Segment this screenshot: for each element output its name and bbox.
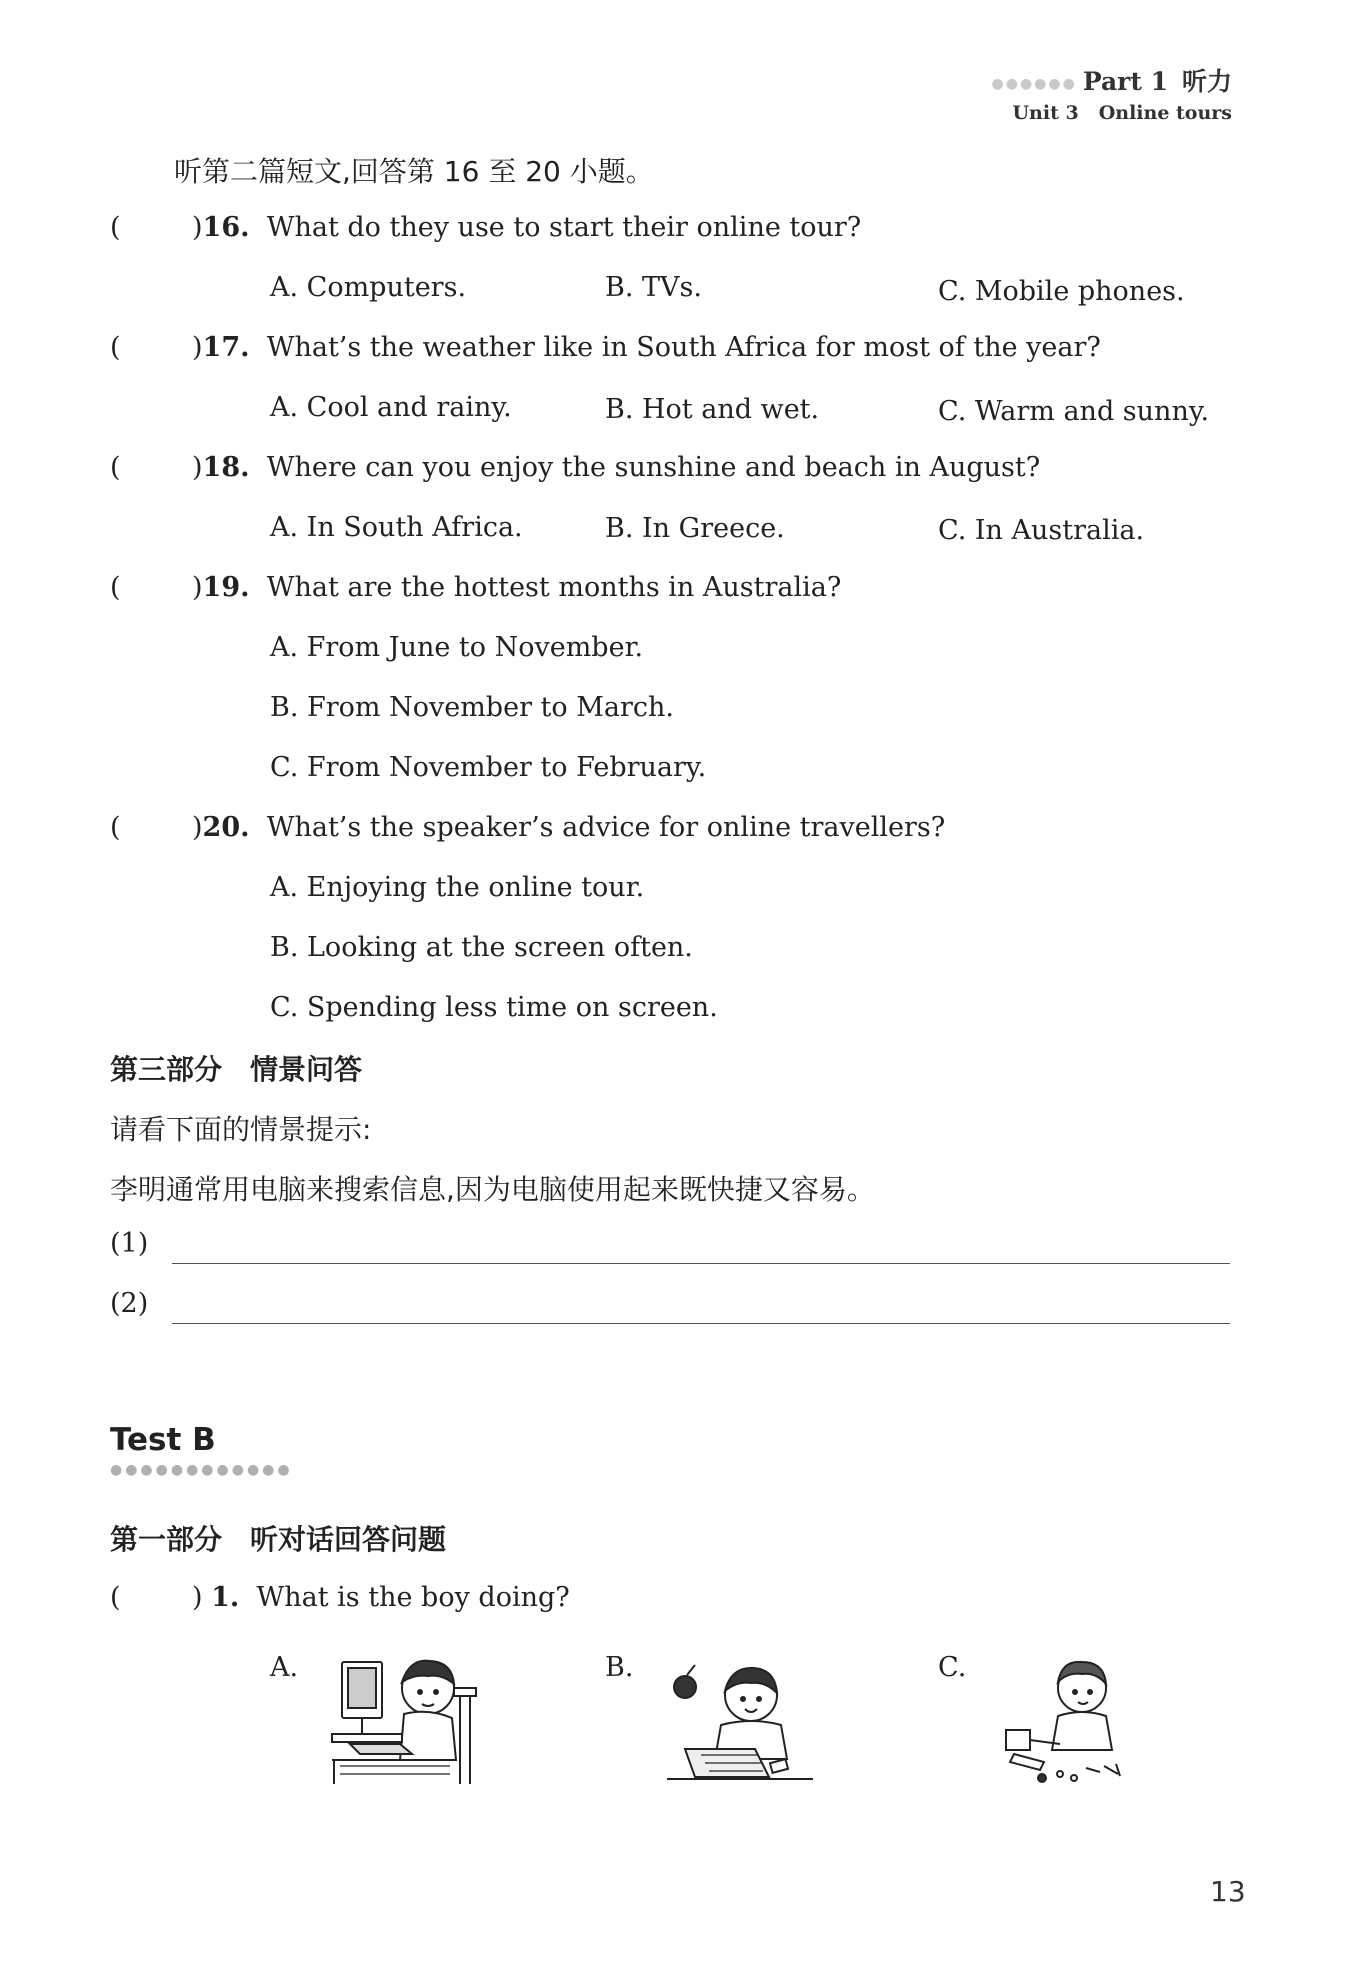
tb-q1-paren-left: ( (110, 1582, 121, 1613)
tb-q1-paren-right: ) (192, 1582, 203, 1613)
tb-q1-option-c-label[interactable]: C. (938, 1652, 967, 1683)
test-b-part1-num: 第一部分 (110, 1523, 223, 1556)
tb-q1-line (192, 1582, 570, 1613)
tb-q1-number: 1. (211, 1582, 240, 1613)
q19-line (192, 572, 841, 603)
test-b-part1-heading (110, 1518, 446, 1558)
q20-paren-left: ( (110, 812, 121, 843)
header-unit-label: Unit 3 (1012, 102, 1079, 124)
passage2-instruction: 听第二篇短文,回答第 16 至 20 小题。 (174, 155, 654, 188)
q18-text: Where can you enjoy the sunshine and beach in August? (266, 452, 1041, 483)
header-part-label: Part 1 (1082, 67, 1168, 96)
q20-option-a[interactable]: A. Enjoying the online tour. (270, 872, 645, 903)
part3-heading-title: 情景问答 (250, 1053, 363, 1086)
part3-blank-label-2: (2) (110, 1288, 149, 1319)
q16-option-c[interactable]: C. Mobile phones. (938, 276, 1185, 307)
page-number: 13 (1210, 1875, 1246, 1908)
part3-prompt-label: 请看下面的情景提示: (110, 1113, 372, 1146)
q19-option-c[interactable]: C. From November to February. (270, 752, 707, 783)
q17-paren-left: ( (110, 332, 121, 363)
q19-paren-left: ( (110, 572, 121, 603)
q17-option-a[interactable]: A. Cool and rainy. (270, 392, 512, 423)
q18-option-b[interactable]: B. In Greece. (605, 513, 785, 544)
q16-paren-left: ( (110, 212, 121, 243)
q18-line (192, 452, 1040, 483)
q18-option-c[interactable]: C. In Australia. (938, 515, 1145, 546)
q18-paren-right: ) (192, 452, 203, 483)
q16-paren-right: ) (192, 212, 203, 243)
tb-q1-option-b-label[interactable]: B. (605, 1652, 634, 1683)
q16-number: 16. (202, 212, 250, 243)
q17-paren-right: ) (192, 332, 203, 363)
q16-option-b[interactable]: B. TVs. (605, 272, 702, 303)
q17-option-b[interactable]: B. Hot and wet. (605, 394, 820, 425)
q19-option-b[interactable]: B. From November to March. (270, 692, 674, 723)
test-b-dots: ●●●●●●●●●●●● (110, 1462, 293, 1478)
q18-number: 18. (202, 452, 250, 483)
q16-line (192, 212, 861, 243)
q19-option-a[interactable]: A. From June to November. (270, 632, 644, 663)
header-part-cn: 听力 (1181, 67, 1232, 96)
boy-repairing-toy-image[interactable] (1000, 1650, 1140, 1790)
q17-option-c[interactable]: C. Warm and sunny. (938, 396, 1210, 427)
part3-answer-line-1[interactable] (172, 1262, 1230, 1264)
q19-text: What are the hottest months in Australia? (266, 572, 842, 603)
test-b-part1-title: 听对话回答问题 (250, 1523, 447, 1556)
q19-paren-right: ) (192, 572, 203, 603)
tb-q1-option-a-label[interactable]: A. (270, 1652, 299, 1683)
part3-heading (110, 1048, 362, 1088)
boy-using-computer-image[interactable] (330, 1648, 480, 1788)
q20-option-b[interactable]: B. Looking at the screen often. (270, 932, 693, 963)
tb-q1-text: What is the boy doing? (256, 1582, 570, 1613)
header-unit-title: Online tours (1098, 102, 1232, 124)
q17-number: 17. (202, 332, 250, 363)
q20-text: What’s the speaker’s advice for online travellers? (266, 812, 946, 843)
q18-option-a[interactable]: A. In South Africa. (270, 512, 523, 543)
q16-text: What do they use to start their online tour? (266, 212, 862, 243)
q20-line (192, 812, 945, 843)
header-unit (1012, 102, 1232, 124)
q19-number: 19. (202, 572, 250, 603)
part3-answer-line-2[interactable] (172, 1322, 1230, 1324)
part3-blank-label-1: (1) (110, 1228, 149, 1259)
test-b-title: Test B (110, 1422, 216, 1458)
q17-line (192, 332, 1101, 363)
header-part (992, 62, 1232, 98)
q17-text: What’s the weather like in South Africa for most of the year? (266, 332, 1101, 363)
header-dots: ●●●●●● (991, 75, 1077, 92)
q20-option-c[interactable]: C. Spending less time on screen. (270, 992, 718, 1023)
boy-drawing-image[interactable] (665, 1655, 815, 1790)
q18-paren-left: ( (110, 452, 121, 483)
part3-situation: 李明通常用电脑来搜索信息,因为电脑使用起来既快捷又容易。 (110, 1173, 875, 1206)
q20-number: 20. (202, 812, 250, 843)
part3-heading-num: 第三部分 (110, 1053, 223, 1086)
q20-paren-right: ) (192, 812, 203, 843)
q16-option-a[interactable]: A. Computers. (270, 272, 467, 303)
